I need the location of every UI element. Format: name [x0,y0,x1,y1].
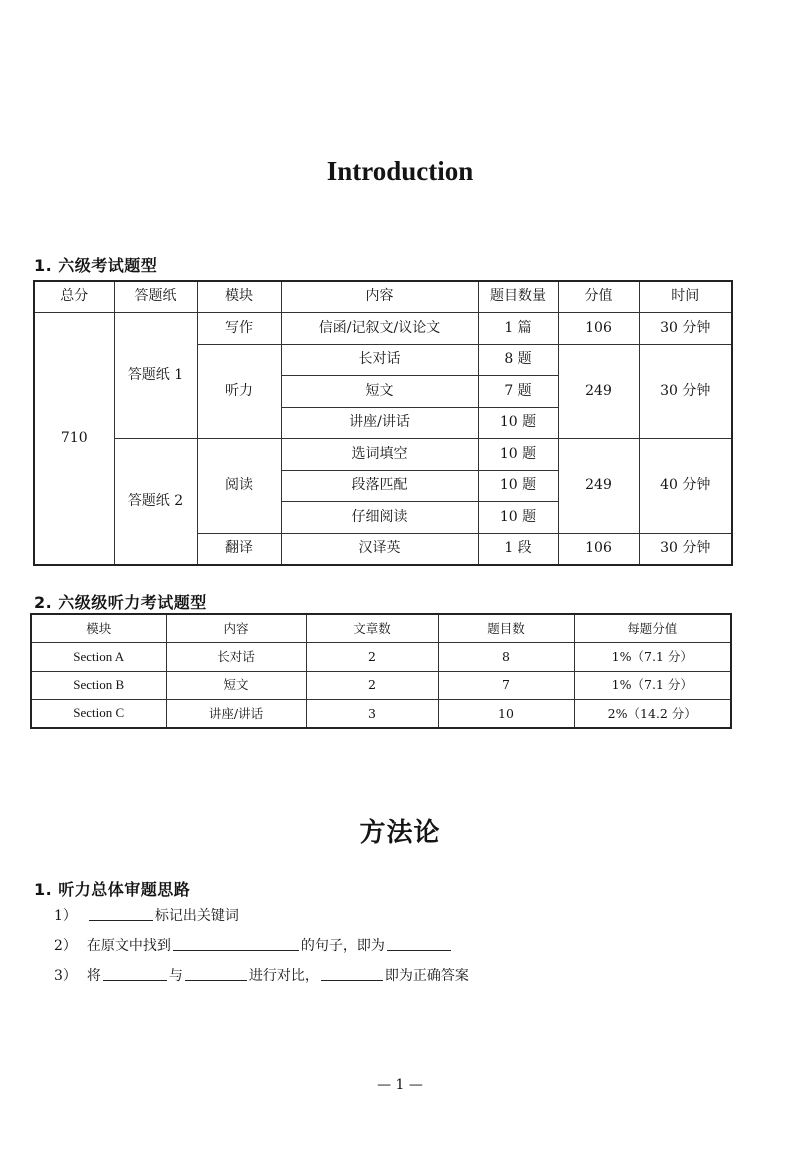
module-cell: Section A [31,643,166,672]
content-cell: 讲座/讲话 [281,407,478,439]
content-cell: 短文 [166,671,306,700]
header-cell: 总分 [34,281,114,313]
count-cell: 1 段 [478,533,558,565]
header-cell: 模块 [31,614,166,643]
section-heading-listening-types: 2. 六级级听力考试题型 [34,593,207,612]
fill-blank[interactable] [185,965,247,981]
table-row [31,671,731,700]
steps-list [54,905,469,995]
step-text: 在原文中找到 [86,938,171,954]
count-cell: 1 篇 [478,313,558,345]
answer-sheet-2-cell: 答题纸 2 [114,439,197,565]
table-row [31,643,731,672]
header-cell: 内容 [281,281,478,313]
header-cell: 答题纸 [114,281,197,313]
step-number: 1） [54,908,77,924]
module-cell: 翻译 [197,533,281,565]
time-cell: 30 分钟 [639,313,732,345]
count-cell: 10 题 [478,470,558,502]
section-heading-exam-types: 1. 六级考试题型 [34,256,158,275]
score-cell: 249 [558,439,639,534]
fill-blank[interactable] [103,965,167,981]
step-text: 进行对比， [248,968,319,984]
module-cell: 写作 [197,313,281,345]
content-cell: 段落匹配 [281,470,478,502]
step-number: 2） [54,938,77,954]
module-cell: 阅读 [197,439,281,534]
content-cell: 信函/记叙文/议论文 [281,313,478,345]
header-cell: 分值 [558,281,639,313]
content-cell: 汉译英 [281,533,478,565]
listening-types-table [30,613,732,729]
fill-blank[interactable] [321,965,383,981]
step-text: 标记出关键词 [154,908,239,924]
step-number: 3） [54,968,77,984]
score-cell: 106 [558,533,639,565]
table-row [34,439,732,471]
list-item [54,965,469,995]
table-row [31,700,731,729]
questions-cell: 10 [438,700,574,729]
header-cell: 每题分值 [574,614,731,643]
questions-cell: 8 [438,643,574,672]
time-cell: 30 分钟 [639,344,732,439]
step-text: 的句子，即为 [300,938,385,954]
content-cell: 仔细阅读 [281,502,478,534]
count-cell: 8 题 [478,344,558,376]
table-header-row [34,281,732,313]
content-cell: 长对话 [166,643,306,672]
header-cell: 题目数量 [478,281,558,313]
fill-blank[interactable] [89,905,153,921]
content-cell: 短文 [281,376,478,408]
module-cell: 听力 [197,344,281,439]
module-cell: Section B [31,671,166,700]
total-score-cell: 710 [34,313,114,565]
count-cell: 7 题 [478,376,558,408]
exam-types-table [33,280,733,566]
section-heading-method: 1. 听力总体审题思路 [34,880,191,899]
module-cell: Section C [31,700,166,729]
step-text: 将 [86,968,101,984]
list-item [54,935,469,965]
content-cell: 长对话 [281,344,478,376]
passages-cell: 2 [306,643,438,672]
method-title: 方法论 [359,818,441,848]
fill-blank[interactable] [387,935,451,951]
page-number: — 1 — [377,1077,423,1093]
header-cell: 题目数 [438,614,574,643]
answer-sheet-1-cell: 答题纸 1 [114,313,197,439]
content-cell: 选词填空 [281,439,478,471]
header-cell: 时间 [639,281,732,313]
table-header-row [31,614,731,643]
fill-blank[interactable] [173,935,299,951]
page-title: Introduction [326,156,474,186]
count-cell: 10 题 [478,407,558,439]
header-cell: 模块 [197,281,281,313]
passages-cell: 2 [306,671,438,700]
value-cell: 1%（7.1 分） [574,643,731,672]
time-cell: 30 分钟 [639,533,732,565]
list-item [54,905,469,935]
score-cell: 106 [558,313,639,345]
score-cell: 249 [558,344,639,439]
questions-cell: 7 [438,671,574,700]
count-cell: 10 题 [478,439,558,471]
time-cell: 40 分钟 [639,439,732,534]
content-cell: 讲座/讲话 [166,700,306,729]
header-cell: 文章数 [306,614,438,643]
value-cell: 1%（7.1 分） [574,671,731,700]
step-text: 即为正确答案 [384,968,469,984]
table-row [34,313,732,345]
value-cell: 2%（14.2 分） [574,700,731,729]
passages-cell: 3 [306,700,438,729]
step-text: 与 [168,968,183,984]
count-cell: 10 题 [478,502,558,534]
header-cell: 内容 [166,614,306,643]
